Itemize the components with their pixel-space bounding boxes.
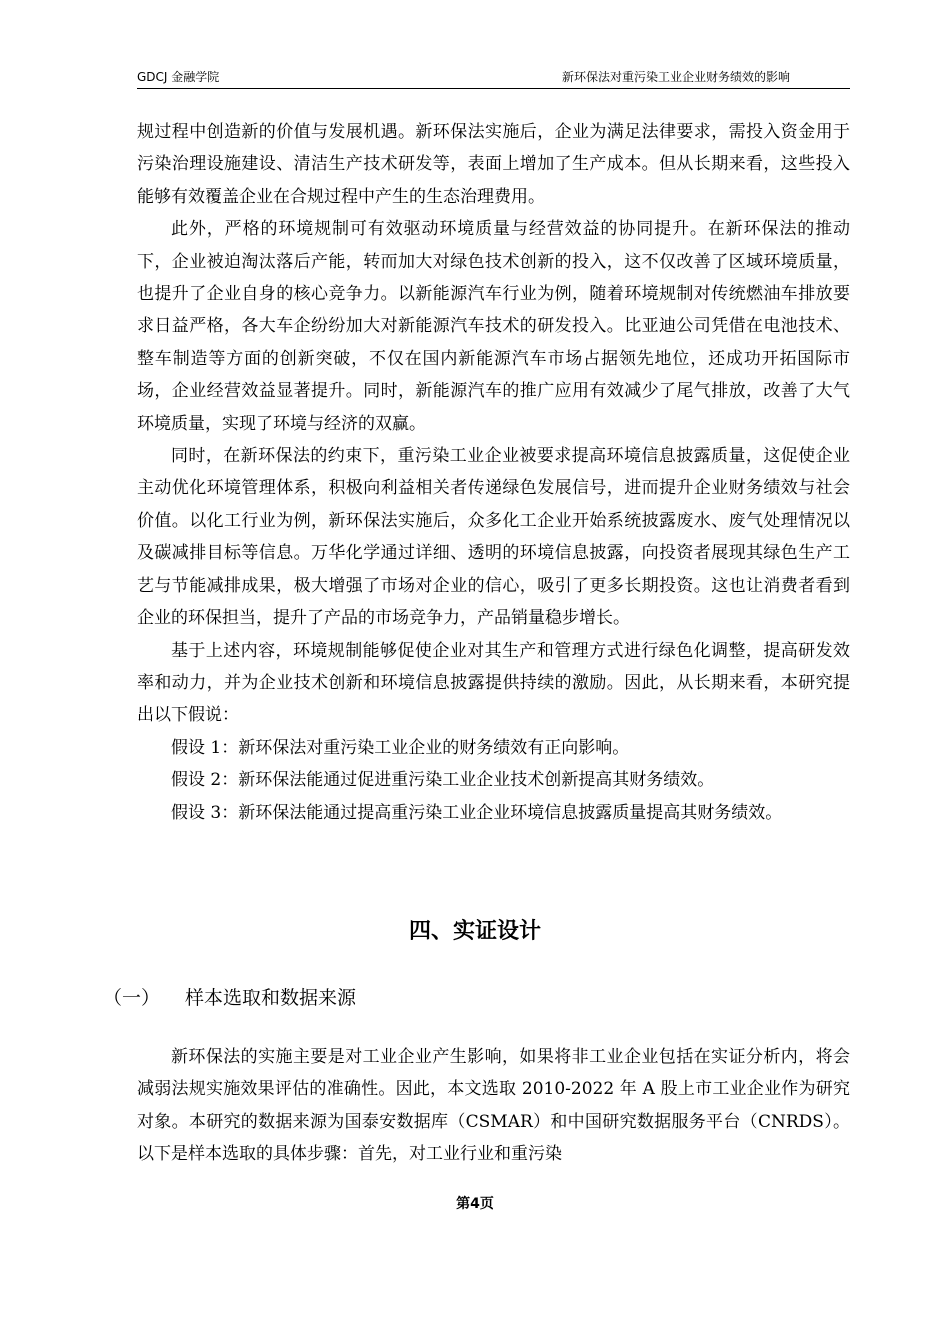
subsection-label: 样本选取和数据来源 (185, 987, 357, 1009)
paragraph-continuation: 规过程中创造新的价值与发展机遇。新环保法实施后，企业为满足法律要求，需投入资金用于污染治理设施建设、清洁生产技术研发等，表面上增加了生产成本。但从长期来看，这些投入能够有效覆盖企业在合规过程中产生的生态治理费用。 (137, 122, 850, 207)
hypothesis-1: 假设 1：新环保法对重污染工业企业的财务绩效有正向影响。 (171, 737, 630, 758)
hypothesis-3: 假设 3：新环保法能通过提高重污染工业企业环境信息披露质量提高其财务绩效。 (171, 802, 783, 823)
section-title: 四、实证设计 (408, 919, 541, 944)
page-header (137, 66, 850, 89)
subsection-number: （一） (103, 987, 161, 1009)
header-right-text: 新环保法对重污染工业企业财务绩效的影响 (561, 70, 790, 84)
subsection-title (103, 983, 356, 1010)
header-left-text: GDCJ 金融学院 (137, 70, 220, 84)
paragraph: 基于上述内容，环境规制能够促使企业对其生产和管理方式进行绿色化调整，提高研发效率和动力，并为企业技术创新和环境信息披露提供持续的激励。因此，从长期来看，本研究提出以下假说： (137, 640, 850, 726)
body-text-block-2 (137, 1041, 850, 1171)
body-text-block (137, 116, 850, 829)
paragraph: 此外，严格的环境规制可有效驱动环境质量与经营效益的协同提升。在新环保法的推动下，企业被迫淘汰落后产能，转而加大对绿色技术创新的投入，这不仅改善了区域环境质量，也提升了企业自身的核心竞争力。以新能源汽车行业为例，随着环境规制对传统燃油车排放要求日益严格，各大车企纷纷加大对新能源汽车技术的研发投入。比亚迪公司凭借在电池技术、整车制造等方面的创新突破，不仅在国内新能源汽车市场占据领先地位，还成功开拓国际市场，企业经营效益显著提升。同时，新能源汽车的推广应用有效减少了尾气排放，改善了大气环境质量，实现了环境与经济的双赢。 (137, 219, 850, 434)
paragraph: 新环保法的实施主要是对工业企业产生影响，如果将非工业企业包括在实证分析内，将会减弱法规实施效果评估的准确性。因此，本文选取 2010-2022 年 A 股上市工业企业作为研究对象。本研究的数据来源为国泰安数据库（CSMAR）和中国研究数据服务平台（CNRDS）。以下是样本选取的具体步骤：首先，对工业行业和重污染 (137, 1047, 850, 1165)
page-number: 第4页 (456, 1196, 494, 1212)
hypothesis-2: 假设 2：新环保法能通过促进重污染工业企业技术创新提高其财务绩效。 (171, 770, 715, 791)
paragraph: 同时，在新环保法的约束下，重污染工业企业被要求提高环境信息披露质量，这促使企业主动优化环境管理体系，积极向利益相关者传递绿色发展信号，进而提升企业财务绩效与社会价值。以化工行业为例，新环保法实施后，众多化工企业开始系统披露废水、废气处理情况以及碳减排目标等信息。万华化学通过详细、透明的环境信息披露，向投资者展现其绿色生产工艺与节能减排成果，极大增强了市场对企业的信心，吸引了更多长期投资。这也让消费者看到企业的环保担当，提升了产品的市场竞争力，产品销量稳步增长。 (137, 446, 850, 629)
